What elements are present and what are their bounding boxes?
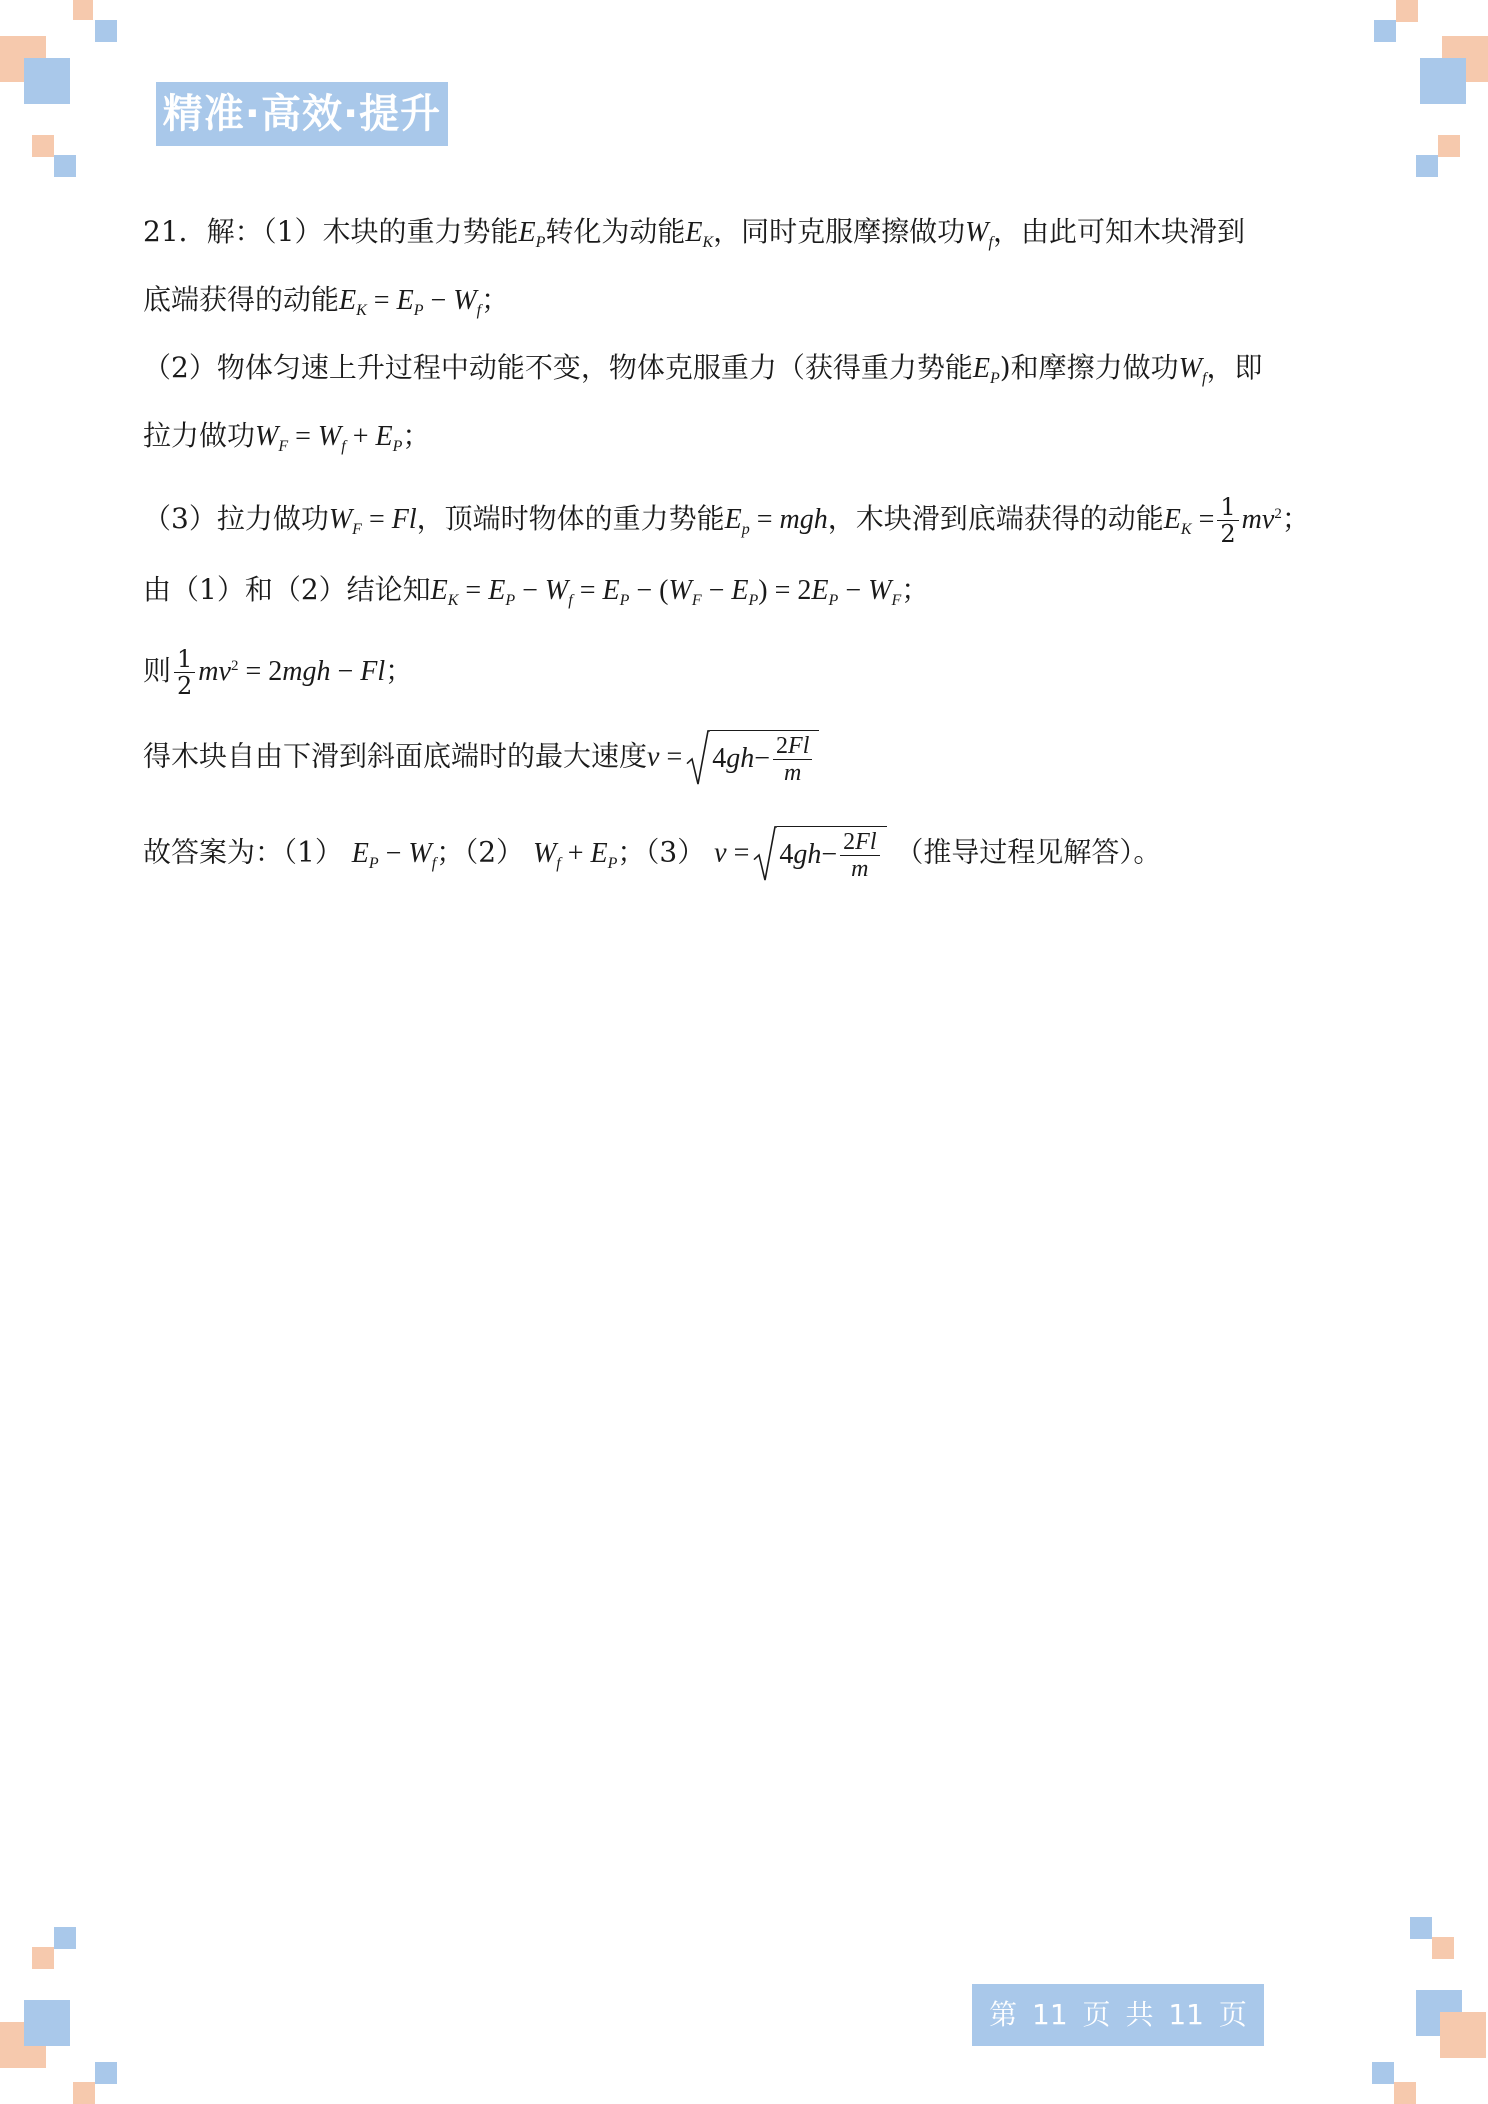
solution-line-9: 故答案为：（1） $E_P - W_f$；（2） $W_f + E_P$；（3） v = 4gh− $\frac{2Fl}{m}$ （推导过程见解答）。 <box>143 826 1161 882</box>
fraction-half: $\frac{1}{2}$ <box>174 646 195 699</box>
decor-square <box>1372 2062 1394 2084</box>
decor-square <box>1396 0 1418 22</box>
solution-line-6: 由（1）和（2）结论知$E_K = E_P - W_f = E_P - (W_F - E_P) = 2E_P - W_F$； <box>143 573 930 609</box>
decor-square <box>32 1947 54 1969</box>
decor-square <box>1416 155 1438 177</box>
decor-square <box>1410 1917 1432 1939</box>
decor-square <box>95 20 117 42</box>
decor-square <box>32 135 54 157</box>
decor-square <box>1432 1937 1454 1959</box>
solution-line-4: 拉力做功$W_F = W_f + E_P$； <box>143 419 431 455</box>
sqrt-expression: 4gh− $\frac{2Fl}{m}$ <box>686 730 819 786</box>
solution-line-5: （3）拉力做功$W_F = Fl$，顶端时物体的重力势能$E_p$ = mgh，木块滑到底端获得的动能$E_K$ = $\frac{1}{2}$ $mv^2$； <box>143 493 1310 548</box>
solution-line-1: 21．解：（1）木块的重力势能$E_P$转化为动能$E_K$，同时克服摩擦做功$W_f$，由此可知木块滑到 <box>143 215 1245 251</box>
decor-square <box>1394 2082 1416 2104</box>
decor-square <box>1374 20 1396 42</box>
decor-square <box>54 1927 76 1949</box>
sqrt-expression: 4gh− $\frac{2Fl}{m}$ <box>753 826 886 882</box>
solution-line-7: 则 $\frac{1}{2}$ $mv^2 = 2mgh - Fl$； <box>143 645 414 700</box>
decor-square <box>1440 2012 1486 2058</box>
solution-line-8: 得木块自由下滑到斜面底端时的最大速度v = 4gh− $\frac{2Fl}{m}$ <box>143 730 819 786</box>
decor-square <box>24 58 70 104</box>
decor-square <box>95 2062 117 2084</box>
decor-square <box>73 2082 95 2104</box>
fraction-half: $\frac{1}{2}$ <box>1217 494 1238 547</box>
solution-line-3: （2）物体匀速上升过程中动能不变，物体克服重力（获得重力势能$E_P$)和摩擦力做功$W_f$，即 <box>143 351 1263 387</box>
page-number: 第 11 页 共 11 页 <box>972 1984 1264 2046</box>
decor-square <box>1420 58 1466 104</box>
header-banner: 精准·高效·提升 <box>156 82 448 146</box>
solution-line-2: 底端获得的动能$E_K = E_P - W_f$； <box>143 283 510 319</box>
decor-square <box>73 0 93 20</box>
decor-square <box>1438 135 1460 157</box>
decor-square <box>54 155 76 177</box>
decor-square <box>24 2000 70 2046</box>
